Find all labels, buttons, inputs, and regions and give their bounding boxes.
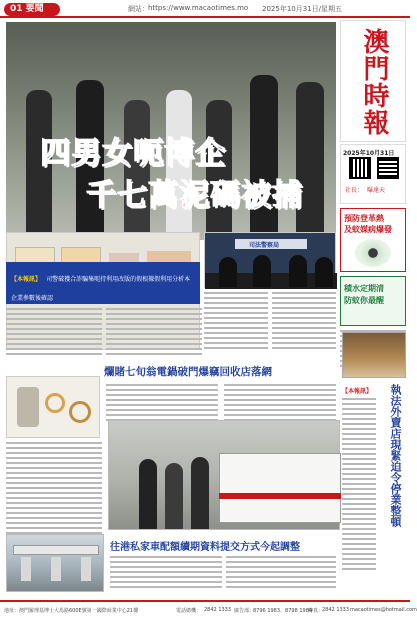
- mosquito-icon: [355, 239, 391, 267]
- page-label: 01 要聞: [10, 4, 44, 14]
- story2-text: [106, 384, 218, 421]
- issue-date: 2025年10月31日: [343, 150, 395, 157]
- evidence-item: [69, 401, 91, 423]
- ad-line: 及蚊媒病爆發: [344, 225, 392, 234]
- lead-body-text: [272, 292, 336, 349]
- footer-address: 地址：澳門羅理基博士大馬路600E號第一國際商業中心21樓: [4, 608, 139, 614]
- qr-code[interactable]: [377, 157, 399, 179]
- masthead-info: [340, 144, 406, 204]
- website-url[interactable]: https://www.macaotimes.mo: [148, 4, 249, 12]
- toll-booth: [81, 557, 91, 581]
- ad-line: 防蚊你最醒: [344, 296, 384, 305]
- border-photo: [6, 534, 104, 592]
- footer-phone-label: 電話總機：: [176, 608, 202, 614]
- story3-text: [226, 556, 336, 588]
- evidence-item: [17, 387, 39, 427]
- story2-text: [224, 384, 336, 421]
- footer-ads-label: 廣告部：: [234, 608, 255, 614]
- officer: [219, 257, 237, 287]
- vertical-lead-label: 【本報訊】: [342, 388, 373, 395]
- story2-text: [6, 442, 102, 539]
- sidebar-ad-water: [340, 276, 406, 326]
- website-label: 網站：: [128, 5, 149, 13]
- jewelry-photo: [6, 376, 100, 438]
- caption-label: 【本報訊】: [11, 276, 42, 283]
- masthead: [340, 20, 406, 142]
- lead-headline-1: 四男女呃博企: [40, 136, 226, 171]
- qr-caption: 曝達天: [367, 187, 386, 194]
- vertical-story-text: [342, 398, 376, 570]
- toll-booth: [21, 557, 31, 581]
- ambulance-stripe: [219, 493, 341, 499]
- officer: [296, 82, 324, 240]
- page-footer: [0, 600, 417, 620]
- story3-text: [110, 556, 222, 588]
- date-line: 2025年10月31日/星期五: [262, 5, 342, 13]
- lead-body-text: [106, 308, 202, 355]
- masthead-title: 澳門時報: [359, 28, 389, 136]
- vertical-headline: 執法外賣店現緊迫令停業整頓: [389, 384, 402, 527]
- evidence-item: [45, 393, 65, 413]
- footer-email[interactable]: macaotimes@hotmail.com: [350, 607, 417, 613]
- ad-line: 預防登革熱: [344, 214, 384, 223]
- officer: [250, 75, 278, 240]
- footer-phone: 2842 1333: [204, 607, 232, 613]
- ambulance: [219, 453, 341, 523]
- page-header: [0, 0, 410, 18]
- footer-ads-phone: 8796 1983、8798 1984: [253, 608, 313, 614]
- lead-headline-2: 千七萬泥碼被捕: [86, 178, 303, 213]
- footer-fax: 2842 1333: [322, 607, 350, 613]
- arrest-photo: [108, 420, 340, 530]
- caption-text: 司警破獲合詐騙集呃持利用改版的假根據假利用分析本企業參數後確認: [11, 276, 191, 302]
- lead-caption: [6, 262, 200, 304]
- suspect: [165, 463, 183, 529]
- officer: [289, 255, 307, 287]
- shop-photo: [342, 332, 406, 378]
- toll-booth: [51, 557, 61, 581]
- story3-headline: 往港私家車配額續期資料提交方式今起調整: [110, 542, 300, 553]
- officer: [315, 257, 333, 287]
- lead-body-text: [6, 308, 102, 355]
- ad-line: 積水定期清: [344, 284, 384, 293]
- story2-headline: 爛賭七旬翁電鍋破門爆竊回收店落網: [104, 366, 272, 378]
- officer: [253, 255, 271, 287]
- press-backdrop-text: 司法警察局: [249, 242, 280, 249]
- officer: [191, 457, 209, 529]
- footer-fax-label: 傳真：: [308, 608, 324, 614]
- sidebar-ad-dengue: [340, 208, 406, 272]
- toll-canopy: [13, 545, 99, 555]
- press-photo: [204, 232, 336, 288]
- qr-code[interactable]: [349, 157, 371, 179]
- lead-body-text: [204, 292, 268, 349]
- qr-caption: 社長：: [345, 187, 364, 194]
- officer: [139, 459, 157, 529]
